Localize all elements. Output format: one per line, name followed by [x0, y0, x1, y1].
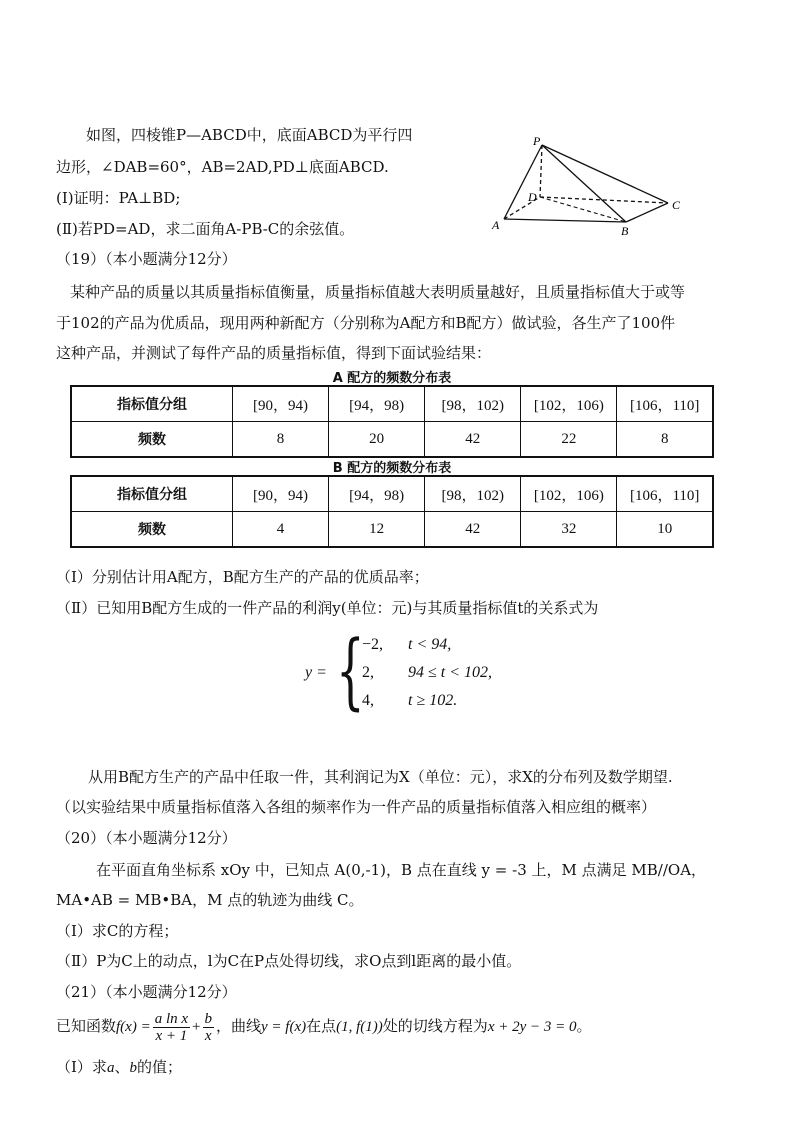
case-value: 4,: [362, 692, 374, 709]
table-a-group-label: 指标值分组: [71, 386, 233, 422]
table-a-freq-cell: 8: [233, 422, 329, 458]
q19-line4: 从用B配方生产的产品中任取一件，其利润记为X（单位：元），求X的分布列及数学期望.: [88, 768, 673, 786]
q19-part2: （Ⅱ）已知用B配方生成的一件产品的利润y(单位：元)与其质量指标值t的关系式为: [56, 599, 599, 617]
q20-line2: MA•AB = MB•BA，M 点的轨迹为曲线 C。: [56, 891, 364, 909]
label-p: P: [533, 134, 541, 148]
plus-sign: +: [192, 1019, 201, 1035]
edge-ab: [504, 219, 626, 222]
table-b-freq-label: 频数: [71, 512, 233, 548]
q19-heading: （19）（本小题满分12分）: [56, 250, 237, 268]
q21-mid1: ，曲线: [216, 1017, 262, 1035]
table-b-caption: B 配方的频数分布表: [332, 461, 452, 476]
q21-prefix: 已知函数: [56, 1017, 117, 1035]
table-a-freq-cell: 8: [617, 422, 713, 458]
fraction-numerator: b: [204, 1010, 212, 1027]
table-b-freq-row: [71, 512, 713, 548]
case-condition: t < 94,: [408, 636, 452, 653]
q19-line1: 某种产品的质量以其质量指标值衡量，质量指标值越大表明质量越好，且质量指标值大于或等: [70, 283, 686, 301]
fraction: [153, 1011, 190, 1044]
edge-pb: [542, 145, 626, 222]
q21-tangent: x + 2y − 3 = 0: [487, 1019, 577, 1035]
table-a: [70, 385, 714, 458]
table-b-group-cell: [90，94): [233, 476, 329, 512]
table-a-freq-row: [71, 422, 713, 458]
table-b-freq-cell: 42: [425, 512, 521, 548]
table-b-freq-cell: 12: [329, 512, 425, 548]
table-a-group-cell: [94，98): [329, 386, 425, 422]
table-b-group-cell: [102，106): [521, 476, 617, 512]
q21-part1-prefix: （Ⅰ）求: [56, 1058, 107, 1076]
q19-line2: 于102的产品为优质品，现用两种新配方（分别称为A配方和B配方）做试验，各生产了100件: [56, 314, 676, 332]
table-a-freq-cell: 22: [521, 422, 617, 458]
table-a-group-cell: [98，102): [425, 386, 521, 422]
q20-part2: （Ⅱ）P为C上的动点，l为C在P点处得切线，求O点到l距离的最小值。: [56, 952, 522, 970]
label-a: A: [492, 218, 500, 232]
q21-heading: （21）（本小题满分12分）: [56, 983, 237, 1001]
q21-fx: f(x) =: [116, 1019, 151, 1035]
q18-part2: (Ⅱ)若PD=AD，求二面角A-PB-C的余弦值。: [56, 220, 355, 238]
table-a-freq-cell: 42: [425, 422, 521, 458]
q21-point: (1, f(1)): [336, 1019, 383, 1035]
q21-mid3: 处的切线方程为: [382, 1017, 488, 1035]
piecewise-lhs: y =: [305, 664, 327, 681]
fraction-denominator: x + 1: [155, 1027, 188, 1044]
table-a-group-cell: [102，106): [521, 386, 617, 422]
table-b-group-row: [71, 476, 713, 512]
table-a-freq-label: 频数: [71, 422, 233, 458]
q19-line5: （以实验结果中质量指标值落入各组的频率作为一件产品的质量指标值落入相应组的概率）: [56, 798, 657, 816]
table-a-group-row: [71, 386, 713, 422]
q18-line1: 如图，四棱锥P—ABCD中，底面ABCD为平行四: [86, 126, 413, 144]
table-b-freq-cell: 32: [521, 512, 617, 548]
fraction: [203, 1011, 215, 1044]
case-condition: 94 ≤ t < 102,: [408, 664, 493, 681]
q21-statement: [56, 1008, 592, 1045]
pyramid-figure: [480, 125, 700, 240]
table-b-group-cell: [98，102): [425, 476, 521, 512]
q21-part1: [56, 1057, 182, 1078]
label-b: B: [621, 224, 629, 238]
table-a-group-cell: [106，110]: [617, 386, 713, 422]
brace-icon: {: [336, 624, 365, 719]
q19-part1: （Ⅰ）分别估计用A配方，B配方生产的产品的优质品率；: [56, 568, 429, 586]
q21-end: 。: [576, 1017, 592, 1035]
q21-mid2: 在点: [306, 1017, 337, 1035]
q20-line1: 在平面直角坐标系 xOy 中，已知点 A(0,-1)，B 点在直线 y = -3 上，M 点满足 MB//OA，: [96, 861, 707, 879]
table-a-caption: A 配方的频数分布表: [332, 371, 452, 386]
q19-line3: 这种产品，并测试了每件产品的质量指标值，得到下面试验结果：: [56, 344, 492, 362]
var-a: a: [106, 1060, 115, 1076]
case-value: −2,: [362, 636, 384, 653]
q21-curve: y = f(x): [261, 1019, 307, 1035]
table-a-group-cell: [90，94): [233, 386, 329, 422]
edge-bc: [626, 203, 668, 222]
table-b-freq-cell: 10: [617, 512, 713, 548]
q18-line2: 边形，∠DAB=60°，AB=2AD,PD⊥底面ABCD.: [56, 158, 389, 176]
table-b-group-cell: [106，110]: [617, 476, 713, 512]
var-b: b: [129, 1060, 137, 1076]
fraction-denominator: x: [204, 1027, 212, 1044]
table-b: [70, 475, 714, 548]
q21-part1-sep: 、: [114, 1058, 130, 1076]
table-b-freq-cell: 4: [233, 512, 329, 548]
q18-part1: (Ⅰ)证明：PA⊥BD;: [56, 189, 181, 207]
piecewise-function: [300, 624, 520, 719]
table-b-group-label: 指标值分组: [71, 476, 233, 512]
label-c: C: [672, 198, 681, 212]
label-d: D: [528, 190, 537, 204]
edge-pc: [542, 145, 668, 203]
table-b-group-cell: [94，98): [329, 476, 425, 512]
q20-heading: （20）（本小题满分12分）: [56, 829, 237, 847]
case-condition: t ≥ 102.: [408, 692, 458, 709]
table-a-freq-cell: 20: [329, 422, 425, 458]
case-value: 2,: [362, 664, 374, 681]
q20-part1: （Ⅰ）求C的方程；: [56, 922, 179, 940]
edge-pd: [540, 145, 542, 197]
fraction-numerator: a ln x: [154, 1010, 189, 1027]
q21-part1-suffix: 的值；: [136, 1058, 182, 1076]
